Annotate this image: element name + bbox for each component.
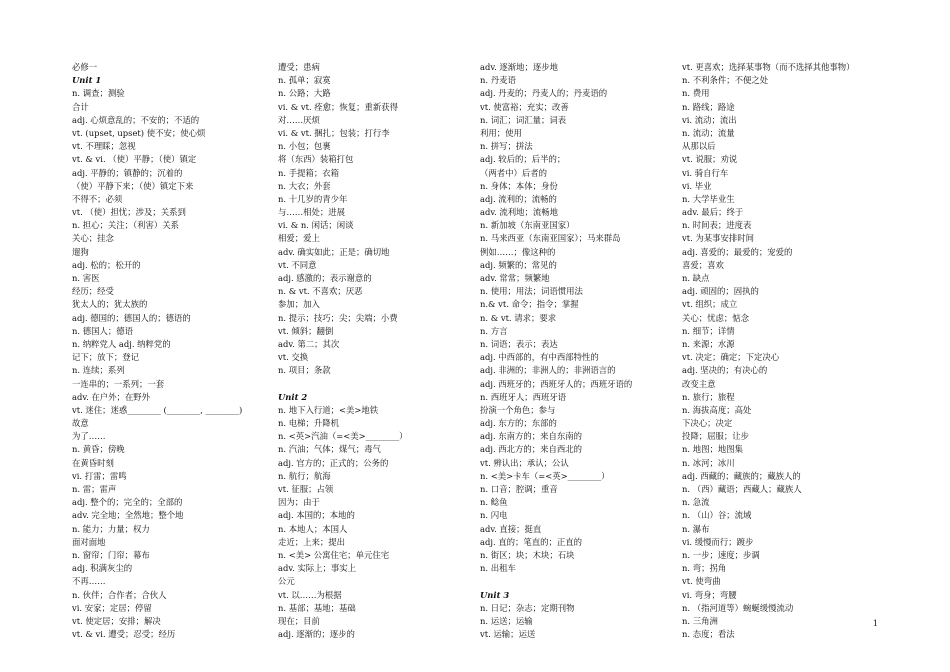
vocab-entry: vi. 打雷；雷鸣 xyxy=(72,470,127,481)
vocab-entry: vi. 缓慢而行；踱步 xyxy=(682,536,754,547)
vocab-entry: 因为；由于 xyxy=(278,497,320,508)
vocab-entry: adv. 在户外；在野外 xyxy=(72,391,151,402)
vocab-entry: vt. 运输；运送 xyxy=(480,629,536,640)
vocab-entry: n. <美> 公寓住宅；单元住宅 xyxy=(278,549,390,560)
vocab-entry: adj. 中西部的，有中西部特性的 xyxy=(480,352,599,363)
vocab-entry: （两者中）后者的 xyxy=(480,167,547,178)
vocab-entry: vi. 毕业 xyxy=(682,180,712,191)
vocab-entry: n. 缺点 xyxy=(682,273,710,283)
vocab-entry: 从那以后 xyxy=(682,141,716,152)
vocab-entry: n. 大学毕业生 xyxy=(682,193,735,204)
vocab-entry: n. 基部；基地；基础 xyxy=(278,602,356,613)
vocab-entry: adv. 实际上；事实上 xyxy=(278,563,357,574)
vocab-entry: 利用；使用 xyxy=(480,127,522,138)
vocab-entry: 相爱；爱上 xyxy=(278,233,320,244)
vocab-entry: n. 电梯；升降机 xyxy=(278,418,339,429)
column-3 xyxy=(480,61,676,641)
vocab-entry: n. 鲶鱼 xyxy=(480,497,508,508)
vocab-entry: n. 日记；杂志；定期刊物 xyxy=(480,602,575,613)
vocab-entry: n. 街区；块；木块；石块 xyxy=(480,549,575,560)
vocab-entry: 关心；挂念 xyxy=(72,233,114,244)
vocab-entry: vt. 不同意 xyxy=(278,259,317,270)
vocab-entry: 对……厌烦 xyxy=(278,114,320,125)
vocab-entry: n. （山）谷；流域 xyxy=(682,510,752,521)
vocab-entry: n. 大衣；外套 xyxy=(278,180,331,191)
vocab-entry: n. 担心；关注；（利害）关系 xyxy=(72,220,180,231)
vocab-entry: n. 连续；系列 xyxy=(72,365,125,376)
vocab-entry: vi. & vt. 捆扎；包装；打行李 xyxy=(278,127,390,138)
vocab-entry: vt. 迷住；迷惑________ (________, ________) xyxy=(72,404,243,415)
vocab-entry: vi. 安家；定居；停留 xyxy=(72,602,152,613)
vocab-entry: n. 西班牙人；西班牙语 xyxy=(480,391,567,402)
vocab-entry: adj. 东方的；东部的 xyxy=(480,418,557,429)
vocab-entry: adj. 逐渐的；逐步的 xyxy=(278,629,355,640)
vocab-entry: adv. 流利地；流畅地 xyxy=(480,207,559,218)
vocab-entry: n. 黄昏；傍晚 xyxy=(72,444,125,455)
vocab-entry: n. （指河道等）蜿蜒缓慢流动 xyxy=(682,602,794,613)
vocab-entry: adj. 西藏的；藏族的；藏族人的 xyxy=(682,470,801,481)
vocab-entry: adv. 最后；终于 xyxy=(682,207,744,218)
vocab-entry: adv. 逐渐地；逐步地 xyxy=(480,62,559,72)
vocab-entry: n. 一步；速度；步调 xyxy=(682,549,760,560)
vocab-entry: n. 能力；力量；权力 xyxy=(72,523,150,534)
vocab-entry: adj. 直的；笔直的；正直的 xyxy=(480,536,583,547)
vocab-entry: n. 海拔高度；高处 xyxy=(682,404,752,415)
vocab-entry: adj. 西班牙的；西班牙人的；西班牙语的 xyxy=(480,378,633,389)
vocab-entry: n.& vt. 命令；指令；掌握 xyxy=(480,299,579,310)
vocab-entry: n. 汽油；气体；煤气；毒气 xyxy=(278,444,381,455)
vocab-entry: n. 时间表；进度表 xyxy=(682,220,752,231)
vocab-entry: n. 害医 xyxy=(72,273,100,283)
vocab-entry: adj. 整个的；完全的；全部的 xyxy=(72,497,183,508)
vocab-entry: n. （西）藏语；西藏人；藏族人 xyxy=(682,484,802,494)
vocab-entry: 关心；忧虑；惦念 xyxy=(682,312,749,323)
vocab-entry: adj. 流利的；流畅的 xyxy=(480,193,557,204)
vocab-entry: adj. 感激的；表示谢意的 xyxy=(278,273,372,283)
vocab-entry: adj. 平静的；镇静的；沉着的 xyxy=(72,167,183,178)
vocab-entry: n. 弯；拐角 xyxy=(682,563,727,574)
vocab-entry: 走近；上来；提出 xyxy=(278,536,345,547)
vocab-entry: adj. 积满灰尘的 xyxy=(72,563,133,574)
vocab-entry: adj. 西北方的；来自西北的 xyxy=(480,444,583,455)
vocab-entry: n. 态度；看法 xyxy=(682,629,735,640)
vocab-entry: n. 窗帘；门帘；幕布 xyxy=(72,549,150,560)
vocab-entry: 改变主意 xyxy=(682,378,716,389)
vocab-entry: 遭受；患病 xyxy=(278,62,320,72)
vocab-entry: n. 闪电 xyxy=(480,510,508,521)
vocab-entry: adj. 坚决的；有决心的 xyxy=(682,365,768,376)
vocab-entry: n. <美>卡车（=<英>________） xyxy=(480,470,610,481)
vocab-entry: n. 不利条件；不便之处 xyxy=(682,75,769,86)
vocab-entry: adj. 顽固的；固执的 xyxy=(682,286,759,297)
vocab-entry: n. 十几岁的青少年 xyxy=(278,193,348,204)
vocab-entry: vi. & vt. 痊愈；恢复；重新获得 xyxy=(278,101,399,112)
vocab-entry: n. 伙伴；合作者；合伙人 xyxy=(72,589,167,600)
vocab-entry: 必修一 xyxy=(72,62,98,72)
vocab-entry: adj. 心烦意乱的；不安的；不适的 xyxy=(72,114,200,125)
vocab-entry: n. 旅行；旅程 xyxy=(682,391,735,402)
vocab-entry: n. 本地人；本国人 xyxy=(278,523,348,534)
vocab-entry: vt. 不理睬；忽视 xyxy=(72,141,136,152)
vocab-entry: 犹太人的；犹太族的 xyxy=(72,299,148,310)
vocab-entry: n. 方言 xyxy=(480,325,508,336)
vocab-entry: vi. 流动；流出 xyxy=(682,114,737,125)
vocab-entry: n. 公路；大路 xyxy=(278,88,331,99)
vocab-entry: n. 三角洲 xyxy=(682,615,718,626)
column-1 xyxy=(72,61,268,641)
vocab-entry: vi. & n. 闲话；闲谈 xyxy=(278,220,354,231)
vocab-entry: 例如……；像这种的 xyxy=(480,246,556,257)
vocab-entry: vt. & vi. （使）平静；（使）镇定 xyxy=(72,154,197,165)
vocab-entry: vt. （使）担忧；涉及；关系到 xyxy=(72,207,186,218)
vocab-entry: （使）平静下来；（使）镇定下来 xyxy=(72,180,194,191)
vocab-entry: adv. 第二；其次 xyxy=(278,338,340,349)
vocab-entry: n. 项目；条款 xyxy=(278,365,331,376)
vocab-entry: n. 纳粹党人 adj. 纳粹党的 xyxy=(72,338,171,349)
vocab-entry: n. <英>汽油（=<美>________） xyxy=(278,431,408,442)
vocab-entry: n. 流动；流量 xyxy=(682,127,735,138)
vocab-entry: vt. 倾斜；翻倒 xyxy=(278,325,334,336)
vocab-entry: n. 调查；测验 xyxy=(72,88,125,99)
vocab-entry: n. 新加坡（东南亚国家） xyxy=(480,220,575,231)
vocab-entry: n. 细节；详情 xyxy=(682,325,735,336)
vocab-entry: vt. 交换 xyxy=(278,352,309,363)
vocab-entry: n. 地图；地图集 xyxy=(682,444,743,455)
vocab-entry: n. 瀑布 xyxy=(682,523,710,534)
vocab-entry xyxy=(480,575,676,588)
vocab-entry: n. 口音；腔调；重音 xyxy=(480,484,558,494)
vocab-entry: adj. 松的；松开的 xyxy=(72,259,141,270)
vocab-entry: adj. 喜爱的；最爱的；宠爱的 xyxy=(682,246,793,257)
vocab-entry: n. 手提箱；衣箱 xyxy=(278,167,339,178)
vocab-entry: vt. 决定；确定；下定决心 xyxy=(682,352,780,363)
vocab-entry: vi. 弯身；弯腰 xyxy=(682,589,737,600)
vocab-entry: vt. & vi. 遭受；忍受；经历 xyxy=(72,629,176,640)
vocab-entry: adv. 直接；挺直 xyxy=(480,523,542,534)
vocab-entry: n. 丹麦语 xyxy=(480,75,516,86)
vocab-entry: n. 出租车 xyxy=(480,563,516,574)
vocab-entry: adv. 常常；频繁地 xyxy=(480,273,550,283)
vocab-entry: n. 使用；用法；词语惯用法 xyxy=(480,286,583,297)
vocab-entry: n. & vt. 不喜欢；厌恶 xyxy=(278,286,363,297)
vocab-entry: n. 小包；包裹 xyxy=(278,141,331,152)
vocab-entry: 在黄昏时刻 xyxy=(72,457,114,468)
vocab-entry: n. 拼写；拼法 xyxy=(480,141,533,152)
vocab-entry: adj. 较后的；后半的； xyxy=(480,154,566,165)
vocab-entry: n. 路线；路途 xyxy=(682,101,735,112)
vocab-entry: 故意 xyxy=(72,418,89,429)
vocab-entry: n. 来源；水源 xyxy=(682,338,735,349)
vocab-entry: 遛狗 xyxy=(72,246,89,257)
vocab-entry: 投降；屈服；让步 xyxy=(682,431,749,442)
vocab-entry: 经历；经受 xyxy=(72,286,114,297)
vocab-entry: vt. 使富裕；充实；改善 xyxy=(480,101,569,112)
vocab-entry: 下决心；决定 xyxy=(682,418,733,429)
page-number: 1 xyxy=(872,619,878,628)
vocab-entry: n. 德国人；德语 xyxy=(72,325,133,336)
vocab-entry: vt. 组织；成立 xyxy=(682,299,738,310)
vocab-entry: 参加；加入 xyxy=(278,299,320,310)
vocab-entry: vt. 征服；占领 xyxy=(278,484,334,494)
unit-heading: Unit 3 xyxy=(480,589,510,600)
vocab-entry: 不再…… xyxy=(72,576,106,587)
vocab-entry: adj. 东南方的；来自东南的 xyxy=(480,431,583,442)
vocab-entry: 现在；目前 xyxy=(278,615,320,626)
vocab-entry: n. 身体；本体；身份 xyxy=(480,180,558,191)
vocab-entry: n. 地下入行道；<美>地铁 xyxy=(278,404,379,415)
vocab-entry: vt. 说服；劝说 xyxy=(682,154,738,165)
column-2 xyxy=(278,61,474,641)
vocab-entry: 与……相处；进展 xyxy=(278,207,345,218)
vocab-entry: 为了…… xyxy=(72,431,106,442)
vocab-entry: 合计 xyxy=(72,101,89,112)
vocab-entry: 记下；放下；登记 xyxy=(72,352,139,363)
vocab-entry: n. 提示；技巧；尖；尖端；小费 xyxy=(278,312,398,323)
vocab-entry: adj. 频繁的；常见的 xyxy=(480,259,557,270)
vocab-entry: vt. 以……为根据 xyxy=(278,589,342,600)
vocab-entry: 将（东西）装箱打包 xyxy=(278,154,354,165)
vocab-entry xyxy=(278,378,474,391)
vocab-entry: n. 航行；航海 xyxy=(278,470,331,481)
vocab-entry: n. 词语；表示；表达 xyxy=(480,338,558,349)
vocab-entry: n. 费用 xyxy=(682,88,710,99)
vocab-entry: vt. 辨认出；承认；公认 xyxy=(480,457,569,468)
vocab-entry: 扮演一个角色；参与 xyxy=(480,404,556,415)
vocab-entry: n. 急流 xyxy=(682,497,710,508)
vocab-entry: 喜爱；喜欢 xyxy=(682,259,724,270)
vocab-entry: adj. 丹麦的；丹麦人的；丹麦语的 xyxy=(480,88,608,99)
vocab-entry: adv. 完全地；全然地；整个地 xyxy=(72,510,184,521)
unit-heading: Unit 1 xyxy=(72,75,102,86)
vocab-entry: n. 冰河；冰川 xyxy=(682,457,735,468)
vocab-entry: vt. 为某事安排时间 xyxy=(682,233,755,244)
vocab-entry: vt. (upset, upset) 使不安；使心烦 xyxy=(72,127,206,138)
vocab-entry: n. & vt. 请求；要求 xyxy=(480,312,557,323)
vocab-entry: adj. 官方的；正式的；公务的 xyxy=(278,457,389,468)
vocab-entry: adj. 非洲的；非洲人的；非洲语言的 xyxy=(480,365,616,376)
vocab-entry: 不得不；必须 xyxy=(72,193,123,204)
vocab-entry: n. 运送；运输 xyxy=(480,615,533,626)
vocab-entry: 面对面地 xyxy=(72,536,106,547)
column-4 xyxy=(682,61,878,641)
vocab-entry: vt. 使定居；安排；解决 xyxy=(72,615,161,626)
vocab-entry: n. 孤单；寂寞 xyxy=(278,75,331,86)
vocab-entry: vi. 骑自行车 xyxy=(682,167,729,178)
vocab-entry: n. 马来西亚（东南亚国家）；马来群岛 xyxy=(480,233,621,244)
vocab-entry: n. 词汇；词汇量；词表 xyxy=(480,114,567,125)
vocab-entry: adj. 德国的；德国人的；德语的 xyxy=(72,312,191,323)
vocab-entry: adj. 本国的；本地的 xyxy=(278,510,355,521)
unit-heading: Unit 2 xyxy=(278,391,308,402)
vocab-entry: 公元 xyxy=(278,576,295,587)
vocab-entry: adv. 确实如此；正是；确切地 xyxy=(278,246,390,257)
vocab-entry: n. 雷；雷声 xyxy=(72,484,117,494)
vocab-entry: vt. 使弯曲 xyxy=(682,576,721,587)
vocab-entry: 一连串的；一系列；一套 xyxy=(72,378,165,389)
vocab-entry: vt. 更喜欢；选择某事物（而不选择其他事物） xyxy=(682,62,855,72)
